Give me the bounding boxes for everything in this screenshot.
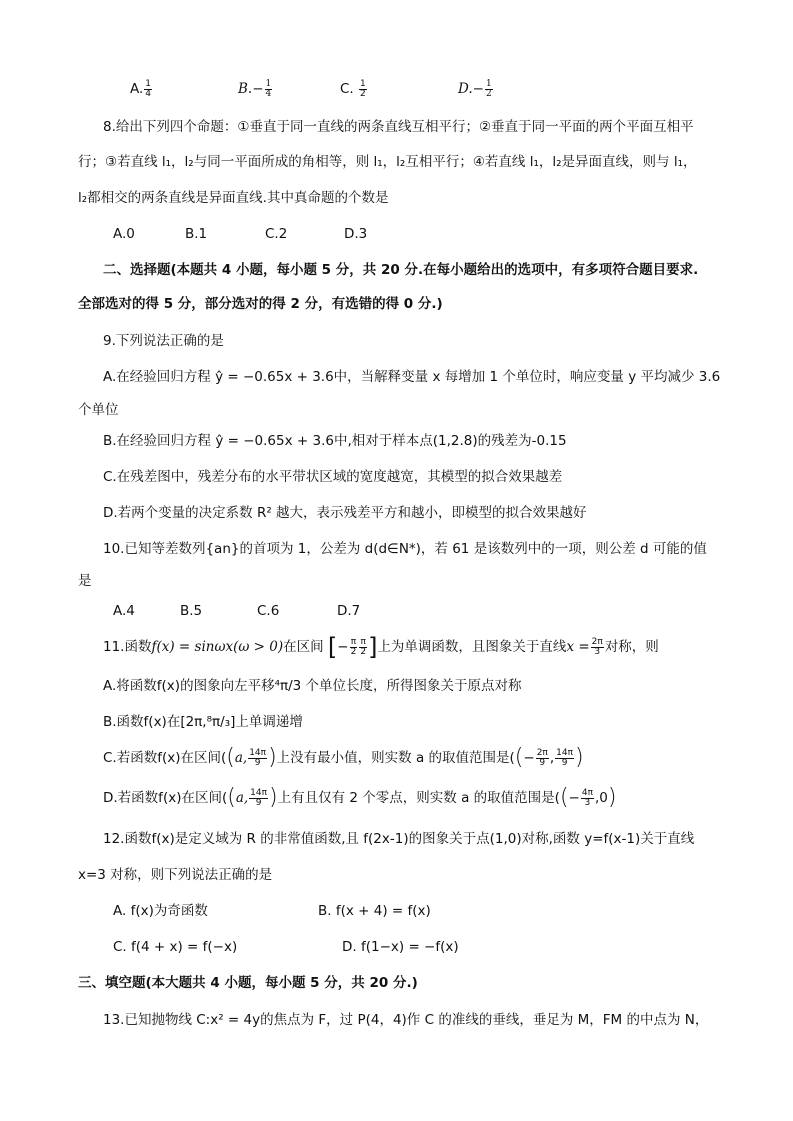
q7-option-a xyxy=(130,79,153,99)
q11-stem-prefix: 11.函数 xyxy=(103,639,152,655)
q13-line-1: 13.已知抛物线 C:x² = 4y的焦点为 F，过 P(4，4)作 C 的准线的垂线，垂足为 M，FM 的中点为 N， xyxy=(103,1012,709,1028)
q11-stem-interval-label: 在区间 xyxy=(283,639,324,655)
section-2-header-line-1: 二、选择题(本题共 4 小题，每小题 5 分，共 20 分.在每小题给出的选项中，有多项符合题目要求. xyxy=(103,262,699,278)
q10-option-d: D.7 xyxy=(337,603,361,619)
q7-option-c xyxy=(340,79,368,99)
q12-option-d: D. f(1−x) = −f(x) xyxy=(342,939,459,955)
q9-option-b: B.在经验回归方程 ŷ = −0.65x + 3.6中,相对于样本点(1,2.8)的残差为-0.15 xyxy=(103,433,567,449)
q11-function: f(x) = sinωx(ω > 0) xyxy=(151,639,284,655)
q12-line-2: x=3 对称，则下列说法正确的是 xyxy=(78,867,273,883)
q9-option-c: C.在残差图中，残差分布的水平带状区域的宽度越宽，其模型的拟合效果越差 xyxy=(103,469,563,485)
q11-option-a: A.将函数f(x)的图象向左平移⁴π/3 个单位长度，所得图象关于原点对称 xyxy=(103,678,522,694)
q10-option-c: C.6 xyxy=(257,603,280,619)
q10-option-a: A.4 xyxy=(113,603,135,619)
q12-option-a: A. f(x)为奇函数 xyxy=(113,903,208,919)
q8-line-2: 行；③若直线 l₁，l₂与同一平面所成的角相等，则 l₁，l₂互相平行；④若直线 l₁，l₂是异面直线，则与 l₁， xyxy=(78,154,697,170)
q11-option-c-range-right-fraction: $\frac{14\pi}{9}$ xyxy=(556,747,574,768)
q7-option-b-letter: B. xyxy=(238,81,253,97)
q10-line-1: 10.已知等差数列{an}的首项为 1，公差为 d(d∈N*)，若 61 是该数列中的一项，则公差 d 可能的值 xyxy=(103,541,707,557)
q11-stem: 11.函数f(x) = sinωx(ω > 0)在区间 [− $\frac{\pi}{2}$ $\frac{\pi}{2}$ ]上为单调函数，且图象关于直线x = $\frac{2\pi}{3}$ 对称，则 xyxy=(103,633,659,661)
q11-stem-end: 对称，则 xyxy=(604,639,659,655)
q12-line-1: 12.函数f(x)是定义域为 R 的非常值函数,且 f(2x-1)的图象关于点(1,0)对称,函数 y=f(x-1)关于直线 xyxy=(103,831,695,847)
q11-option-c-range-left-fraction: $\frac{2\pi}{9}$ xyxy=(536,747,548,768)
q8-option-b: B.1 xyxy=(185,226,208,242)
q11-option-d: D.若函数f(x)在区间((a, $\frac{14\pi}{9}$ )上有且仅有 2 个零点，则实数 a 的取值范围是((− $\frac{4\pi}{3}$ ,0) xyxy=(103,785,617,810)
q7-option-d-letter: D. xyxy=(458,81,473,97)
q7-option-d-fraction: $\frac{1}{2}$ xyxy=(485,79,492,99)
q8-option-c: C.2 xyxy=(265,226,288,242)
q8-option-a: A.0 xyxy=(113,226,135,242)
q9-stem: 9.下列说法正确的是 xyxy=(103,333,224,349)
q11-option-c-upper-fraction: $\frac{14\pi}{9}$ xyxy=(249,747,267,768)
q11-interval-right-fraction: $\frac{\pi}{2}$ xyxy=(360,636,367,657)
q9-option-d: D.若两个变量的决定系数 R² 越大，表示残差平方和越小，即模型的拟合效果越好 xyxy=(103,505,587,521)
q10-option-b: B.5 xyxy=(180,603,203,619)
q11-interval-left-fraction: $\frac{\pi}{2}$ xyxy=(350,636,357,657)
q7-option-c-letter: C. xyxy=(340,81,354,97)
q7-option-c-fraction: $\frac{1}{2}$ xyxy=(360,78,366,99)
q11-option-d-range-fraction: $\frac{4\pi}{3}$ xyxy=(581,787,593,808)
q12-option-b: B. f(x + 4) = f(x) xyxy=(318,903,431,919)
q9-option-a-line-2: 个单位 xyxy=(78,402,119,418)
q11-stem-middle: 上为单调函数，且图象关于直线 xyxy=(377,639,567,655)
q7-option-b-fraction: $\frac{1}{4}$ xyxy=(265,79,272,99)
q8-line-3: l₂都相交的两条直线是异面直线.其中真命题的个数是 xyxy=(78,190,389,206)
section-3-header: 三、填空题(本大题共 4 小题，每小题 5 分，共 20 分.) xyxy=(78,975,418,991)
q7-option-a-fraction: $\frac{1}{4}$ xyxy=(145,78,152,99)
q11-option-b: B.函数f(x)在[2π,⁸π/₃]上单调递增 xyxy=(103,714,303,730)
q7-option-a-letter: A. xyxy=(130,81,144,97)
q9-option-a-line-1: A.在经验回归方程 ŷ = −0.65x + 3.6中，当解释变量 x 每增加 1 个单位时，响应变量 y 平均减少 3.6 xyxy=(103,369,721,385)
q11-option-d-upper-fraction: $\frac{14\pi}{9}$ xyxy=(250,787,268,808)
q10-line-2: 是 xyxy=(78,573,92,589)
q11-axis-fraction: $\frac{2\pi}{3}$ xyxy=(591,636,603,657)
q7-option-d: D.− $\frac{1}{2}$ xyxy=(458,79,492,99)
q8-option-d: D.3 xyxy=(344,226,368,242)
q8-line-1: 8.给出下列四个命题：①垂直于同一直线的两条直线互相平行；②垂直于同一平面的两个平面互相平 xyxy=(103,119,694,135)
section-2-header-line-2: 全部选对的得 5 分，部分选对的得 2 分，有选错的得 0 分.) xyxy=(78,296,443,312)
q7-option-b: B.− $\frac{1}{4}$ xyxy=(238,79,272,99)
q11-option-c: C.若函数f(x)在区间((a, $\frac{14\pi}{9}$ )上没有最小值，则实数 a 的取值范围是((− $\frac{2\pi}{9}$ , $\frac{14\pi}{9}$ ) xyxy=(103,745,584,770)
q12-option-c: C. f(4 + x) = f(−x) xyxy=(113,939,238,955)
